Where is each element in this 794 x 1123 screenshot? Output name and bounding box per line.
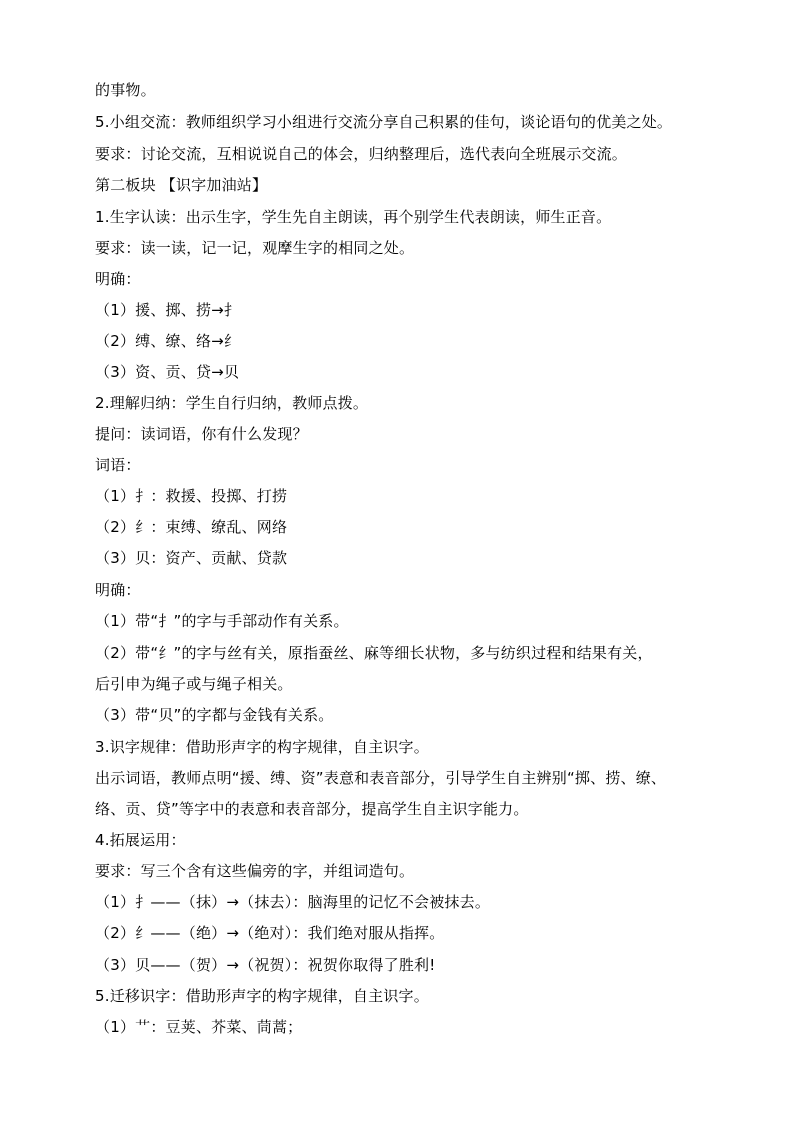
text-line: 词语： [95,456,141,474]
text-line: 4.拓展运用： [95,831,186,849]
text-line: （1）扌：救援、投掷、打捞 [95,487,288,505]
text-line: 明确： [95,270,141,288]
section-heading: 第二板块 【识字加油站】 [95,176,268,194]
text-line: （3）资、贡、贷→贝 [95,363,240,381]
text-line: 要求：讨论交流，互相说说自己的体会，归纳整理后，选代表向全班展示交流。 [95,145,628,163]
text-line: （1）援、掷、捞→扌 [95,301,240,319]
text-line: 1.生字认读：出示生字，学生先自主朗读，再个别学生代表朗读，师生正音。 [95,208,612,226]
text-line: 5.小组交流：教师组织学习小组进行交流分享自己积累的佳句，谈论语句的优美之处。 [95,113,673,131]
text-line: 2.理解归纳：学生自行归纳，教师点拨。 [95,394,369,412]
text-line: 提问：读词语，你有什么发现？ [95,425,308,443]
text-line: （2）纟——（绝）→（绝对）：我们绝对服从指挥。 [95,924,445,942]
text-line: （1）扌——（抹）→（抹去）：脑海里的记忆不会被抹去。 [95,893,491,911]
text-line: 3.识字规律：借助形声字的构字规律，自主识字。 [95,738,429,756]
text-line: 的事物。 [95,81,156,99]
text-line: （2）缚、缭、络→纟 [95,332,240,350]
text-line: （3）贝——（贺）→（祝贺）：祝贺你取得了胜利! [95,956,436,974]
text-line: （1）艹：豆荚、芥菜、茼蒿； [95,1018,303,1036]
text-line: 要求：读一读，记一记，观摩生字的相同之处。 [95,239,415,257]
text-line: （3）带“贝”的字都与金钱有关系。 [95,706,334,724]
text-line: 5.迁移识字：借助形声字的构字规律，自主识字。 [95,987,429,1005]
text-line: 要求：写三个含有这些偏旁的字，并组词造句。 [95,862,415,880]
text-line: 明确： [95,581,141,599]
text-line: 络、贡、贷”等字中的表意和表音部分，提高学生自主识字能力。 [95,800,529,818]
text-line: （2）纟：束缚、缭乱、网络 [95,518,288,536]
text-line: 后引申为绳子或与绳子相关。 [95,675,293,693]
text-line: （1）带“扌”的字与手部动作有关系。 [95,612,349,630]
text-line: 出示词语，教师点明“援、缚、资”表意和表音部分，引导学生自主辨别“掷、捞、缭、 [95,769,667,787]
text-line: （3）贝：资产、贡献、贷款 [95,549,288,567]
text-line: （2）带“纟”的字与丝有关，原指蚕丝、麻等细长状物，多与纺织过程和结果有关， [95,644,653,662]
